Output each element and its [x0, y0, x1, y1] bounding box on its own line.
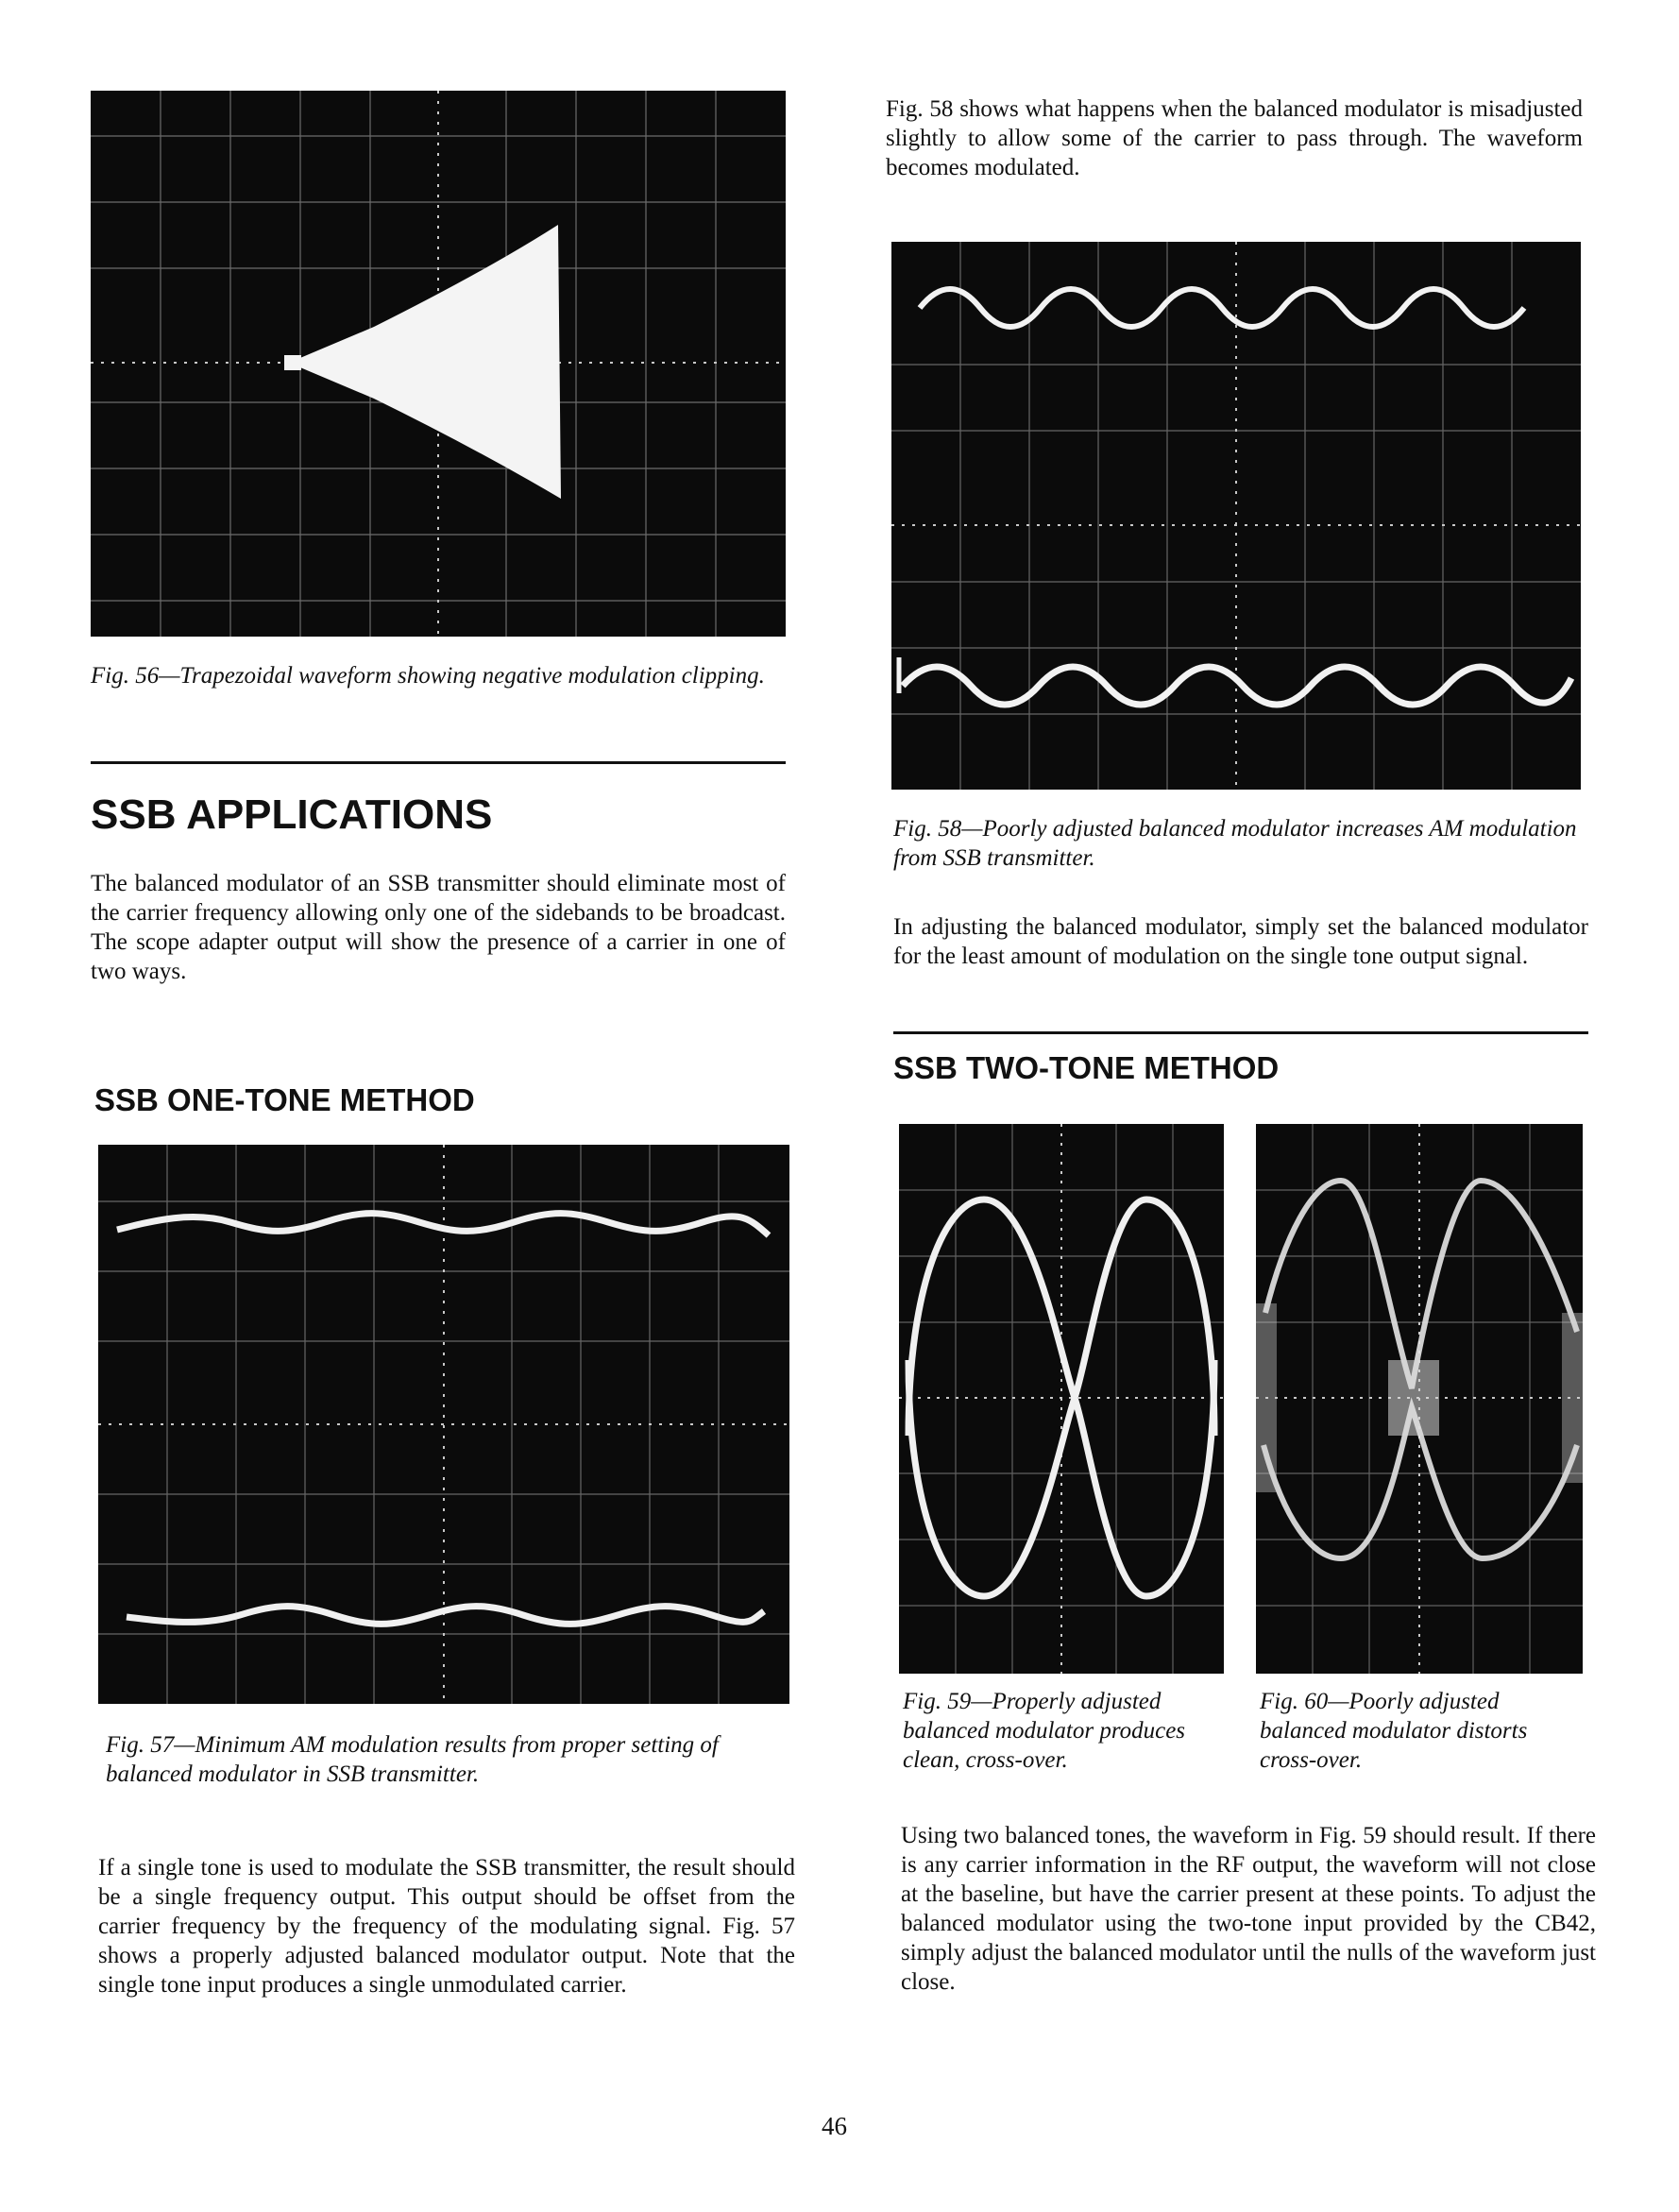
subheading-one-tone-method: SSB ONE-TONE METHOD: [94, 1082, 475, 1117]
fig57-label: Fig. 57—: [106, 1732, 195, 1758]
fig56-scope-photo: [91, 91, 786, 637]
fig57-text: Minimum AM modulation results from proper setting of balanced modulator in SSB transmitter.: [106, 1732, 719, 1787]
fig57-caption: [106, 1730, 795, 1789]
fig58-label: Fig. 58—: [893, 816, 983, 842]
fig56-caption: [91, 661, 786, 690]
adjust-paragraph: In adjusting the balanced modulator, simply set the balanced modulator for the least amount of modulation on the single tone output signal.: [893, 914, 1588, 969]
fig58-scope-photo: [891, 242, 1581, 790]
section-divider-left: [91, 761, 786, 764]
two-tone-paragraph: Using two balanced tones, the waveform in Fig. 59 should result. If there is any carrier information in the RF output, the waveform will not close at the baseline, but have the carrier present at these points. To adjust the balanced modulator using the two-tone input provided by the CB42, simply adjust the balanced modulator until the nulls of the waveform just close.: [901, 1823, 1596, 1995]
fig56-label: Fig. 56—: [91, 663, 180, 689]
subheading-two-tone-method: SSB TWO-TONE METHOD: [893, 1050, 1280, 1085]
section-divider-right: [893, 1031, 1588, 1034]
intro-paragraph: The balanced modulator of an SSB transmitter should eliminate most of the carrier frequency allowing only one of the sidebands to be broadcast. The scope adapter output will show the presence of a carrier in one of two ways.: [91, 871, 786, 984]
fig60-text: Poorly adjusted balanced modulator distorts cross-over.: [1260, 1689, 1528, 1773]
fig59-scope-photo: [899, 1124, 1224, 1674]
fig60-scope-photo: [1256, 1124, 1583, 1674]
section-heading-ssb-applications: SSB APPLICATIONS: [91, 791, 493, 838]
one-tone-paragraph: If a single tone is used to modulate the SSB transmitter, the result should be a single frequency output. This output should be offset from the carrier frequency by the frequency of the modulating signal. Fig. 57 shows a properly adjusted balanced modulator output. Note that the single tone input produces a single unmodulated carrier.: [98, 1855, 795, 1998]
fig57-scope-photo: [98, 1145, 789, 1704]
fig58-intro-paragraph: Fig. 58 shows what happens when the balanced modulator is misadjusted slightly to allow some of the carrier to pass through. The waveform becomes modulated.: [886, 96, 1583, 180]
fig58-caption: [893, 814, 1583, 873]
fig60-caption: [1260, 1687, 1585, 1775]
page-number: 46: [822, 2112, 847, 2140]
fig59-label: Fig. 59—: [903, 1689, 992, 1714]
fig59-text: Properly adjusted balanced modulator produces clean, cross-over.: [903, 1689, 1186, 1773]
fig60-label: Fig. 60—: [1260, 1689, 1349, 1714]
fig58-text: Poorly adjusted balanced modulator increases AM modulation from SSB transmitter.: [893, 816, 1577, 871]
fig56-text: Trapezoidal waveform showing negative modulation clipping.: [179, 663, 765, 689]
fig59-caption: [903, 1687, 1224, 1775]
